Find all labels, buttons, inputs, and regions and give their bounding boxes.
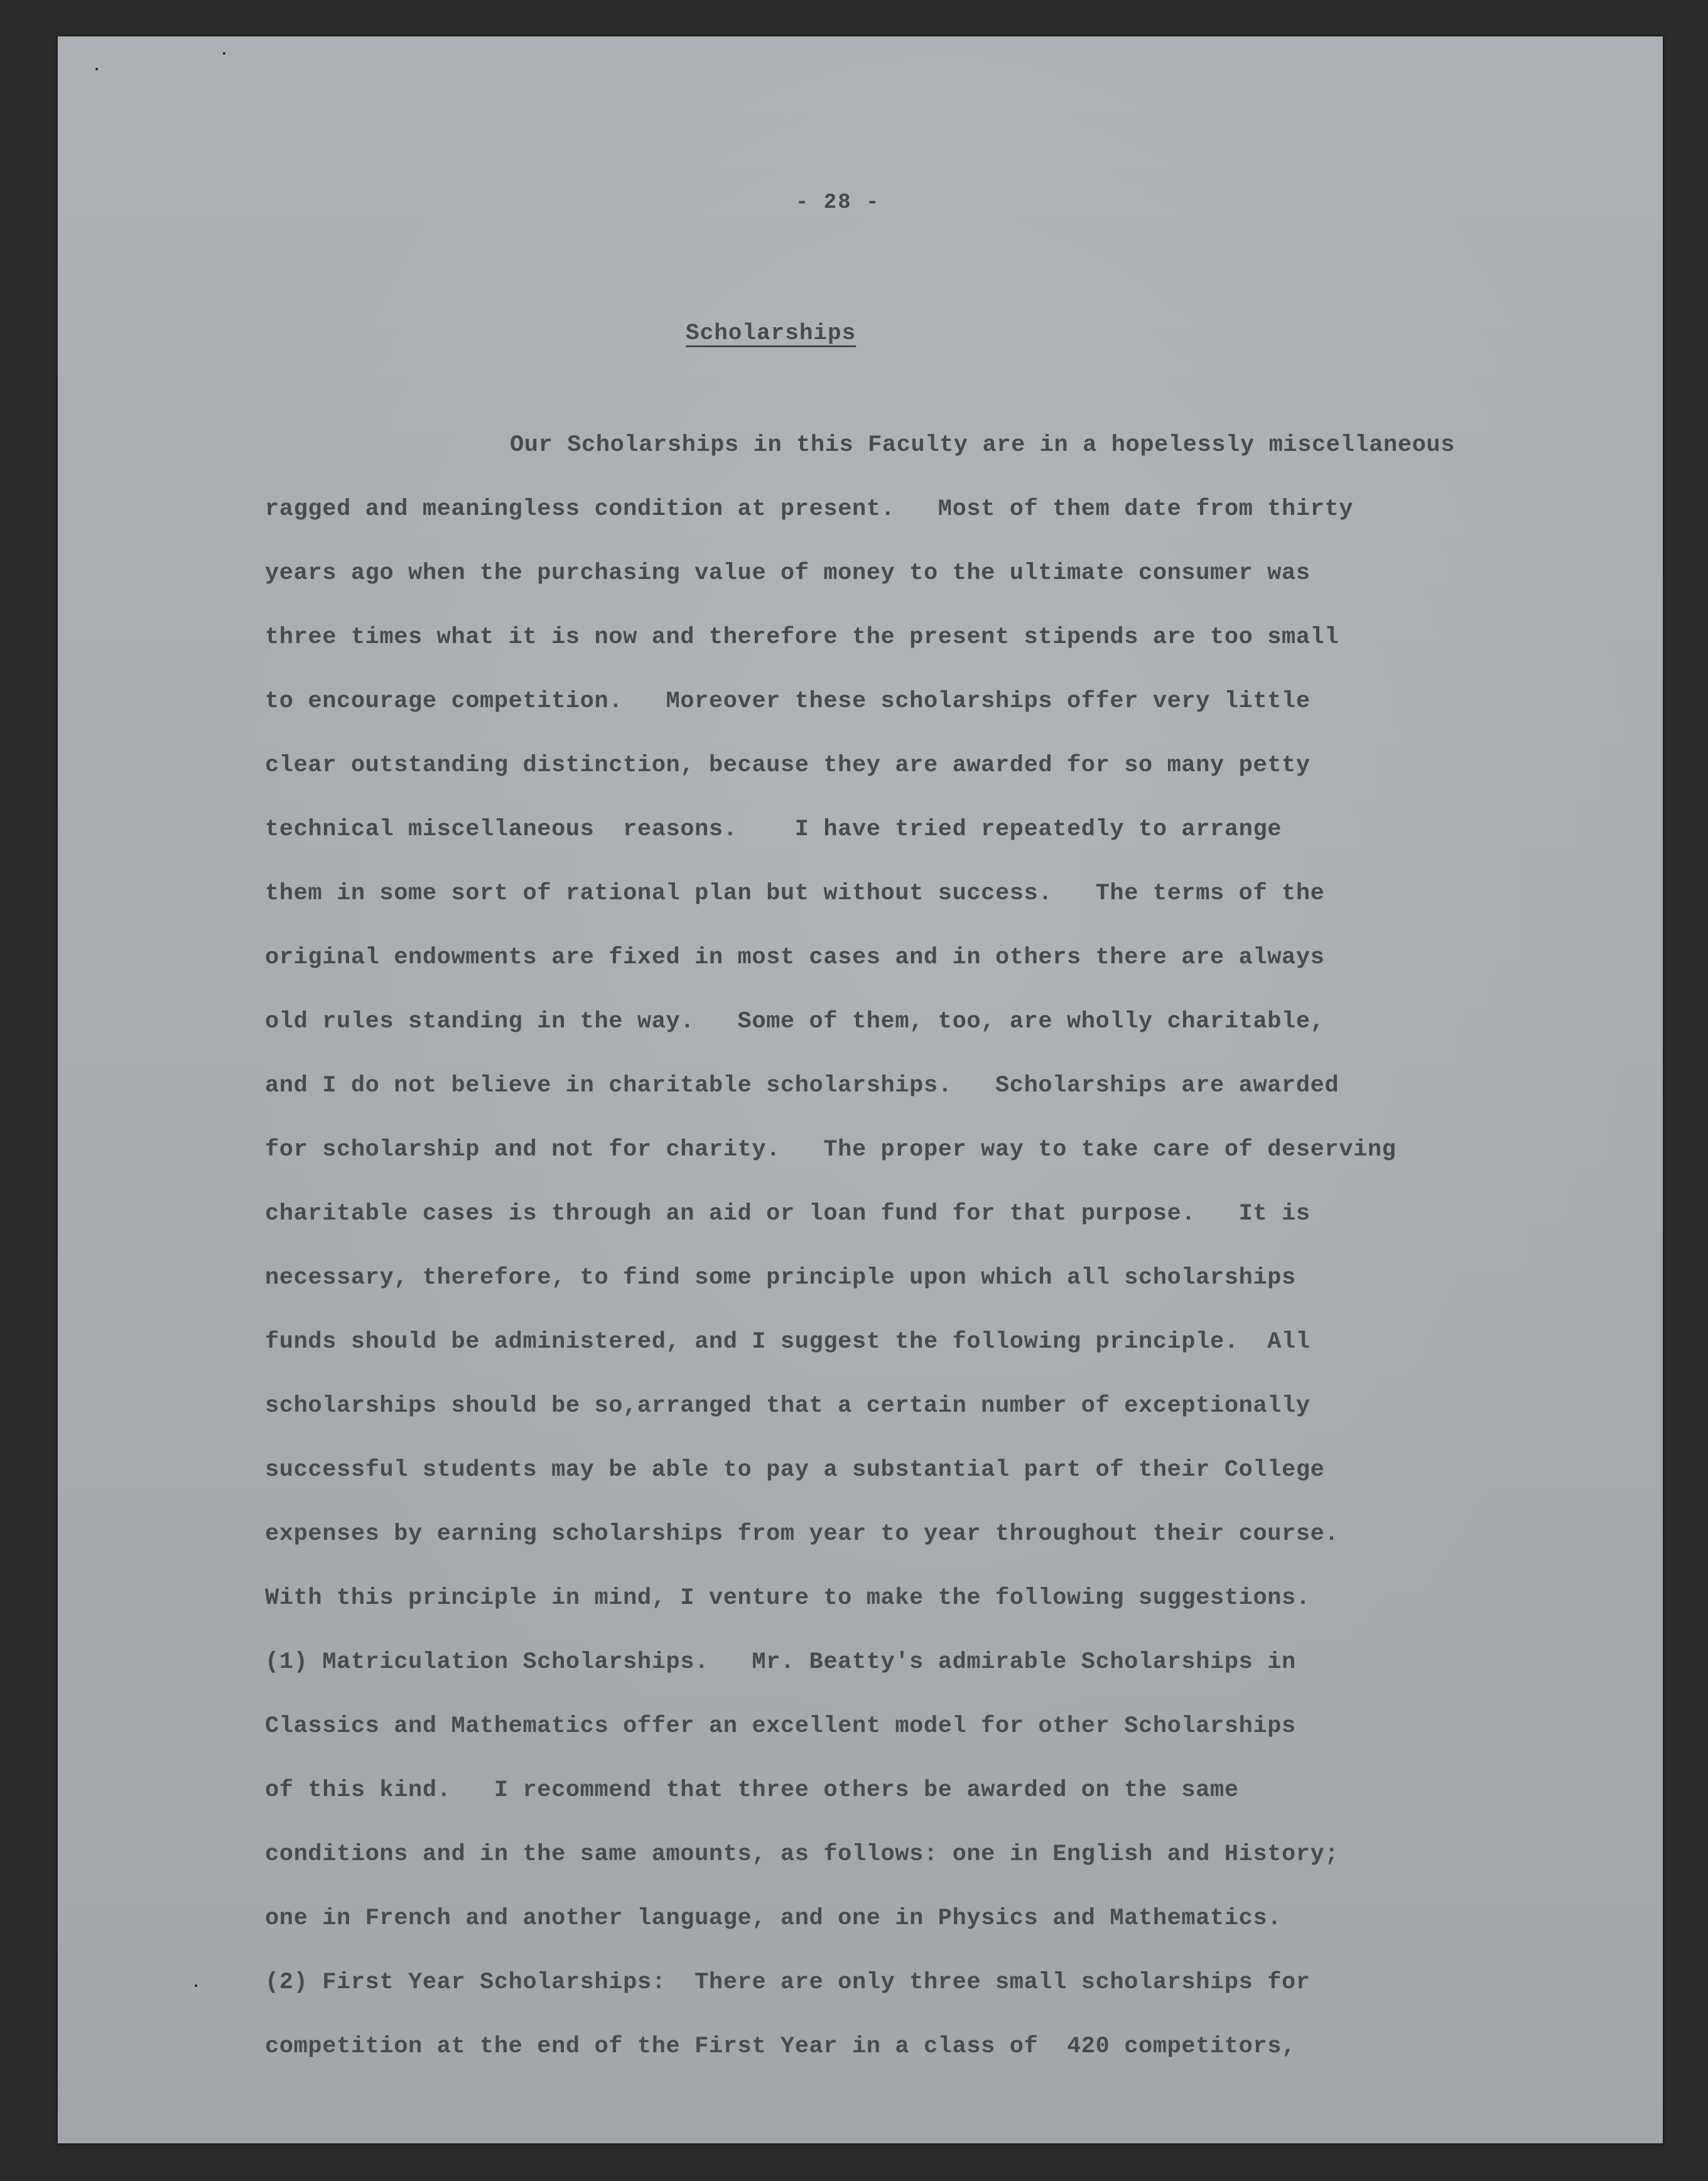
scan-speck: [195, 1984, 197, 1987]
page-number: - 28 -: [796, 191, 880, 215]
text-line: them in some sort of rational plan but without success. The terms of the: [265, 880, 1325, 907]
text-line: Classics and Mathematics offer an excellent model for other Scholarships: [265, 1713, 1296, 1740]
text-line: clear outstanding distinction, because they are awarded for so many petty: [265, 752, 1311, 779]
text-line: original endowments are fixed in most cases and in others there are always: [265, 944, 1325, 971]
scan-speck: [95, 68, 98, 70]
text-line: scholarships should be so,arranged that a certain number of exceptionally: [265, 1393, 1311, 1419]
text-line: to encourage competition. Moreover these scholarships offer very little: [265, 688, 1311, 715]
scan-speck: [223, 52, 225, 55]
text-line: competition at the end of the First Year in a class of 420 competitors,: [265, 2033, 1296, 2060]
text-line: old rules standing in the way. Some of them, too, are wholly charitable,: [265, 1009, 1325, 1035]
text-line: technical miscellaneous reasons. I have tried repeatedly to arrange: [265, 816, 1282, 843]
text-line: necessary, therefore, to find some principle upon which all scholarships: [265, 1265, 1296, 1291]
text-line: of this kind. I recommend that three others be awarded on the same: [265, 1777, 1239, 1804]
text-line: years ago when the purchasing value of money to the ultimate consumer was: [265, 560, 1311, 587]
text-line: successful students may be able to pay a substantial part of their College: [265, 1457, 1325, 1483]
text-line: With this principle in mind, I venture to make the following suggestions.: [265, 1585, 1311, 1611]
text-line: (1) Matriculation Scholarships. Mr. Beatty's admirable Scholarships in: [265, 1649, 1296, 1675]
text-line: for scholarship and not for charity. The proper way to take care of deserving: [265, 1137, 1397, 1163]
text-line: ragged and meaningless condition at present. Most of them date from thirty: [265, 496, 1354, 522]
text-line: three times what it is now and therefore the present stipends are too small: [265, 624, 1339, 651]
text-line: Our Scholarships in this Faculty are in a hopelessly miscellaneous: [510, 432, 1456, 458]
text-line: expenses by earning scholarships from year to year throughout their course.: [265, 1521, 1339, 1547]
document-page: [58, 36, 1663, 2143]
section-heading: Scholarships: [686, 320, 857, 346]
text-line: funds should be administered, and I suggest the following principle. All: [265, 1329, 1311, 1355]
text-line: and I do not believe in charitable scholarships. Scholarships are awarded: [265, 1073, 1339, 1099]
text-line: conditions and in the same amounts, as follows: one in English and History;: [265, 1841, 1339, 1868]
body-text: [265, 413, 1634, 2079]
text-line: charitable cases is through an aid or loan fund for that purpose. It is: [265, 1201, 1311, 1227]
text-line: (2) First Year Scholarships: There are only three small scholarships for: [265, 1969, 1311, 1996]
text-line: one in French and another language, and one in Physics and Mathematics.: [265, 1905, 1282, 1932]
